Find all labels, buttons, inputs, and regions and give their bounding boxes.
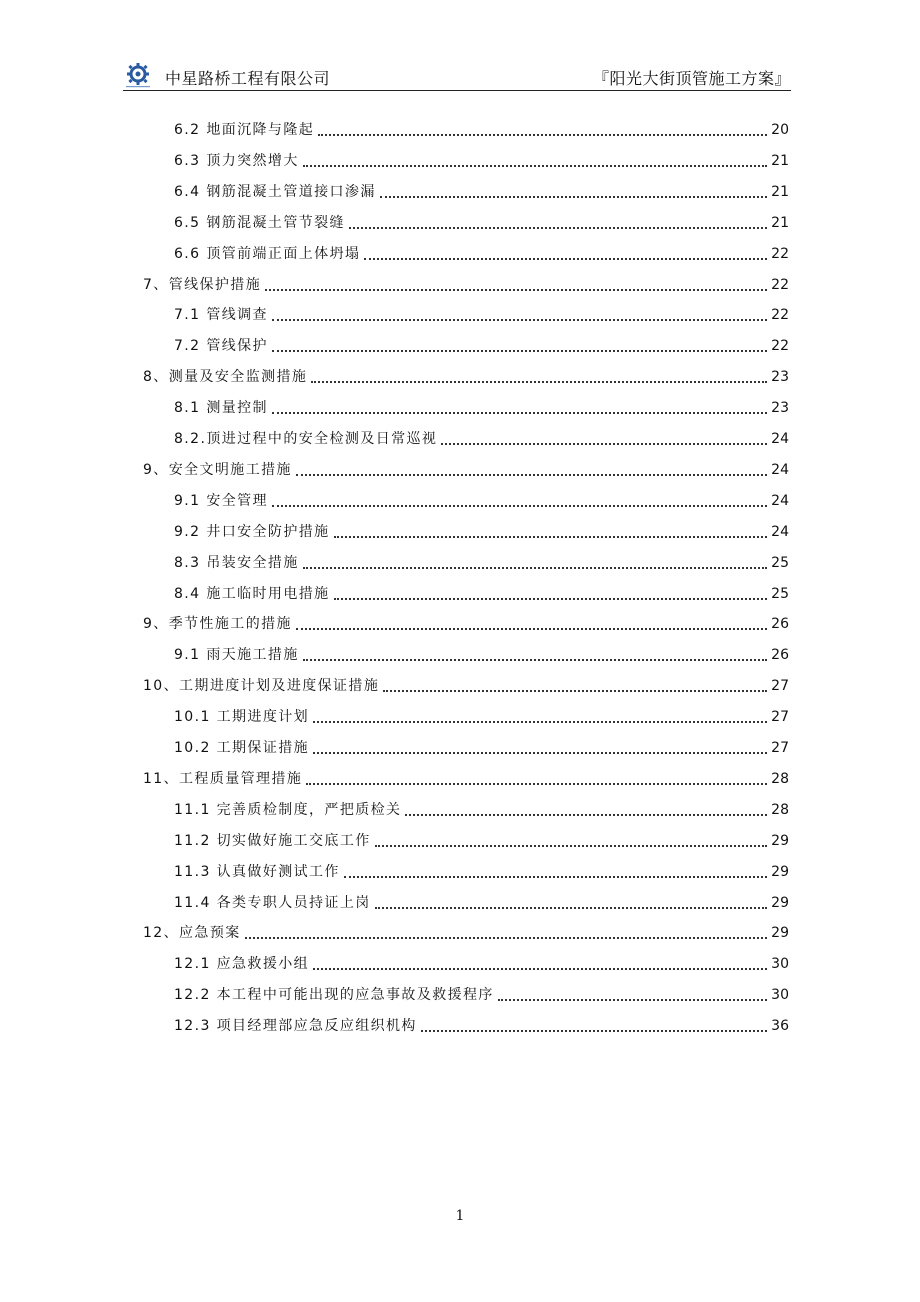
toc-entry-content (174, 954, 789, 974)
toc-dot-leader (334, 536, 768, 538)
toc-entry-label: 12.2 本工程中可能出现的应急事故及救援程序 (174, 987, 494, 1004)
toc-entry[interactable] (0, 487, 920, 511)
toc-entry-label: 8.3 吊装安全措施 (174, 554, 299, 571)
toc-entry[interactable] (0, 765, 920, 789)
toc-entry-label: 11.4 各类专职人员持证上岗 (174, 894, 371, 911)
toc-dot-leader (441, 443, 767, 445)
toc-entry[interactable] (0, 301, 920, 325)
toc-entry-page: 22 (771, 245, 789, 262)
toc-entry-label: 9.1 安全管理 (174, 492, 268, 509)
toc-entry-page: 29 (771, 863, 789, 880)
company-name: 中星路桥工程有限公司 (165, 69, 331, 88)
toc-entry-content (143, 275, 789, 295)
toc-dot-leader (364, 258, 767, 260)
toc-entry-page: 36 (771, 1018, 789, 1035)
toc-dot-leader (272, 319, 767, 321)
toc-dot-leader (344, 876, 767, 878)
toc-dot-leader (272, 350, 767, 352)
toc-entry-label: 9.1 雨天施工措施 (174, 647, 299, 664)
toc-entry-content (174, 151, 789, 171)
toc-dot-leader (306, 783, 767, 785)
toc-entry-content (143, 367, 789, 387)
toc-entry-content (174, 305, 789, 325)
toc-entry-page: 25 (771, 554, 789, 571)
toc-entry-label: 12.1 应急救援小组 (174, 956, 310, 973)
toc-entry-page: 26 (771, 647, 789, 664)
toc-entry-label: 10、工期进度计划及进度保证措施 (143, 678, 380, 695)
toc-entry[interactable] (0, 827, 920, 851)
toc-entry-page: 30 (771, 987, 789, 1004)
toc-dot-leader (311, 381, 767, 383)
toc-dot-leader (421, 1030, 767, 1032)
toc-entry[interactable] (0, 950, 920, 974)
page-header (123, 58, 791, 91)
toc-entry-label: 11.1 完善质检制度，严把质检关 (174, 801, 402, 818)
toc-entry[interactable] (0, 209, 920, 233)
toc-dot-leader (349, 227, 767, 229)
toc-entry-label: 7、管线保护措施 (143, 276, 262, 293)
toc-entry[interactable] (0, 240, 920, 264)
toc-entry-page: 24 (771, 492, 789, 509)
toc-dot-leader (265, 289, 767, 291)
toc-entry[interactable] (0, 610, 920, 634)
toc-entry-label: 9.2 井口安全防护措施 (174, 523, 330, 540)
toc-entry-label: 9、季节性施工的措施 (143, 616, 292, 633)
toc-entry[interactable] (0, 672, 920, 696)
toc-entry[interactable] (0, 394, 920, 418)
toc-entry-page: 28 (771, 770, 789, 787)
toc-entry-label: 6.3 顶力突然增大 (174, 152, 299, 169)
toc-dot-leader (296, 628, 767, 630)
toc-entry-label: 8.1 测量控制 (174, 400, 268, 417)
toc-entry-label: 9、安全文明施工措施 (143, 461, 292, 478)
toc-entry-page: 27 (771, 740, 789, 756)
toc-entry-content (174, 553, 789, 573)
toc-dot-leader (498, 999, 767, 1001)
toc-entry-page: 22 (771, 276, 789, 293)
toc-entry-label: 6.5 钢筋混凝土管节裂缝 (174, 214, 345, 231)
toc-entry-page: 20 (771, 122, 789, 138)
toc-entry-content (143, 614, 789, 634)
toc-entry-label: 7.1 管线调查 (174, 307, 268, 324)
toc-entry-page: 21 (771, 214, 789, 231)
toc-entry-content (174, 707, 789, 727)
toc-entry-content (174, 862, 789, 882)
toc-dot-leader (318, 134, 767, 136)
toc-entry[interactable] (0, 518, 920, 542)
toc-entry-page: 22 (771, 338, 789, 355)
toc-entry-content (174, 985, 789, 1005)
toc-entry-page: 24 (771, 523, 789, 540)
toc-entry-content (174, 336, 789, 356)
toc-entry-content (174, 645, 789, 665)
toc-dot-leader (313, 721, 767, 723)
toc-dot-leader (313, 968, 767, 970)
toc-dot-leader (272, 412, 767, 414)
toc-dot-leader (375, 845, 768, 847)
toc-entry[interactable] (0, 1012, 920, 1036)
toc-entry-content (174, 831, 789, 851)
toc-entry-page: 29 (771, 925, 789, 942)
toc-entry-content (174, 893, 789, 913)
toc-entry-page: 23 (771, 369, 789, 386)
toc-entry[interactable] (0, 425, 920, 449)
toc-entry-label: 11.3 认真做好测试工作 (174, 863, 340, 880)
toc-entry-label: 10.2 工期保证措施 (174, 740, 310, 756)
toc-entry-page: 27 (771, 678, 789, 695)
toc-dot-leader (303, 659, 767, 661)
toc-entry-content (174, 800, 789, 820)
toc-entry-label: 6.4 钢筋混凝土管道接口渗漏 (174, 183, 376, 200)
toc-entry[interactable] (0, 580, 920, 604)
toc-entry[interactable] (0, 332, 920, 356)
toc-entry[interactable] (0, 981, 920, 1005)
toc-entry-page: 29 (771, 832, 789, 849)
toc-entry[interactable] (0, 363, 920, 387)
toc-entry-content (174, 182, 789, 202)
toc-entry-content (174, 584, 789, 604)
toc-dot-leader (405, 814, 767, 816)
toc-entry[interactable] (0, 858, 920, 882)
toc-entry[interactable] (0, 456, 920, 480)
toc-entry-content (143, 923, 789, 943)
toc-entry-content (174, 1016, 789, 1036)
toc-entry-content (174, 120, 789, 140)
toc-entry-content (174, 491, 789, 511)
toc-entry-page: 30 (771, 956, 789, 973)
toc-entry-content (174, 398, 789, 418)
toc-entry[interactable] (0, 641, 920, 665)
toc-entry-content (174, 244, 789, 264)
toc-dot-leader (272, 505, 767, 507)
toc-dot-leader (313, 752, 767, 754)
toc-entry-content (143, 460, 789, 480)
toc-entry-content (174, 429, 789, 449)
toc-entry-page: 25 (771, 585, 789, 602)
toc-dot-leader (245, 937, 768, 939)
toc-entry-page: 27 (771, 709, 789, 726)
toc-entry-label: 6.6 顶管前端正面上体坍塌 (174, 245, 361, 262)
toc-entry-label: 10.1 工期进度计划 (174, 709, 310, 726)
toc-dot-leader (375, 907, 768, 909)
toc-entry[interactable] (0, 271, 920, 295)
toc-entry[interactable] (0, 178, 920, 202)
toc-entry-page: 21 (771, 152, 789, 169)
toc-entry-page: 22 (771, 307, 789, 324)
toc-entry-label: 8、测量及安全监测措施 (143, 369, 308, 386)
toc-entry-label: 7.2 管线保护 (174, 338, 268, 355)
toc-entry-label: 12、应急预案 (143, 925, 241, 942)
toc-entry[interactable] (0, 734, 920, 758)
toc-entry-label: 8.2.顶进过程中的安全检测及日常巡视 (174, 431, 438, 447)
company-gear-logo-icon (123, 62, 153, 88)
toc-entry-page: 23 (771, 400, 789, 417)
toc-entry-page: 24 (771, 431, 789, 447)
document-title: 『阳光大街顶管施工方案』 (592, 69, 791, 88)
toc-entry[interactable] (0, 919, 920, 943)
toc-entry-content (174, 738, 789, 758)
toc-entry-page: 29 (771, 894, 789, 911)
toc-entry[interactable] (0, 116, 920, 140)
toc-dot-leader (303, 567, 767, 569)
toc-entry[interactable] (0, 796, 920, 820)
toc-entry-page: 26 (771, 616, 789, 633)
toc-dot-leader (380, 196, 767, 198)
toc-entry[interactable] (0, 703, 920, 727)
toc-entry-page: 28 (771, 801, 789, 818)
toc-dot-leader (383, 690, 767, 692)
toc-entry-content (174, 522, 789, 542)
toc-entry[interactable] (0, 889, 920, 913)
toc-dot-leader (296, 474, 767, 476)
page-number: 1 (455, 1208, 465, 1224)
toc-dot-leader (303, 165, 767, 167)
toc-entry-content (174, 213, 789, 233)
toc-dot-leader (334, 598, 768, 600)
toc-entry-label: 8.4 施工临时用电措施 (174, 585, 330, 602)
toc-entry[interactable] (0, 147, 920, 171)
toc-entry-content (143, 676, 789, 696)
toc-entry-label: 6.2 地面沉降与隆起 (174, 122, 315, 138)
toc-entry-content (143, 769, 789, 789)
toc-entry[interactable] (0, 549, 920, 573)
toc-entry-page: 21 (771, 183, 789, 200)
toc-entry-page: 24 (771, 461, 789, 478)
toc-entry-label: 12.3 项目经理部应急反应组织机构 (174, 1018, 417, 1035)
toc-entry-label: 11、工程质量管理措施 (143, 770, 303, 787)
toc-entry-label: 11.2 切实做好施工交底工作 (174, 832, 371, 849)
